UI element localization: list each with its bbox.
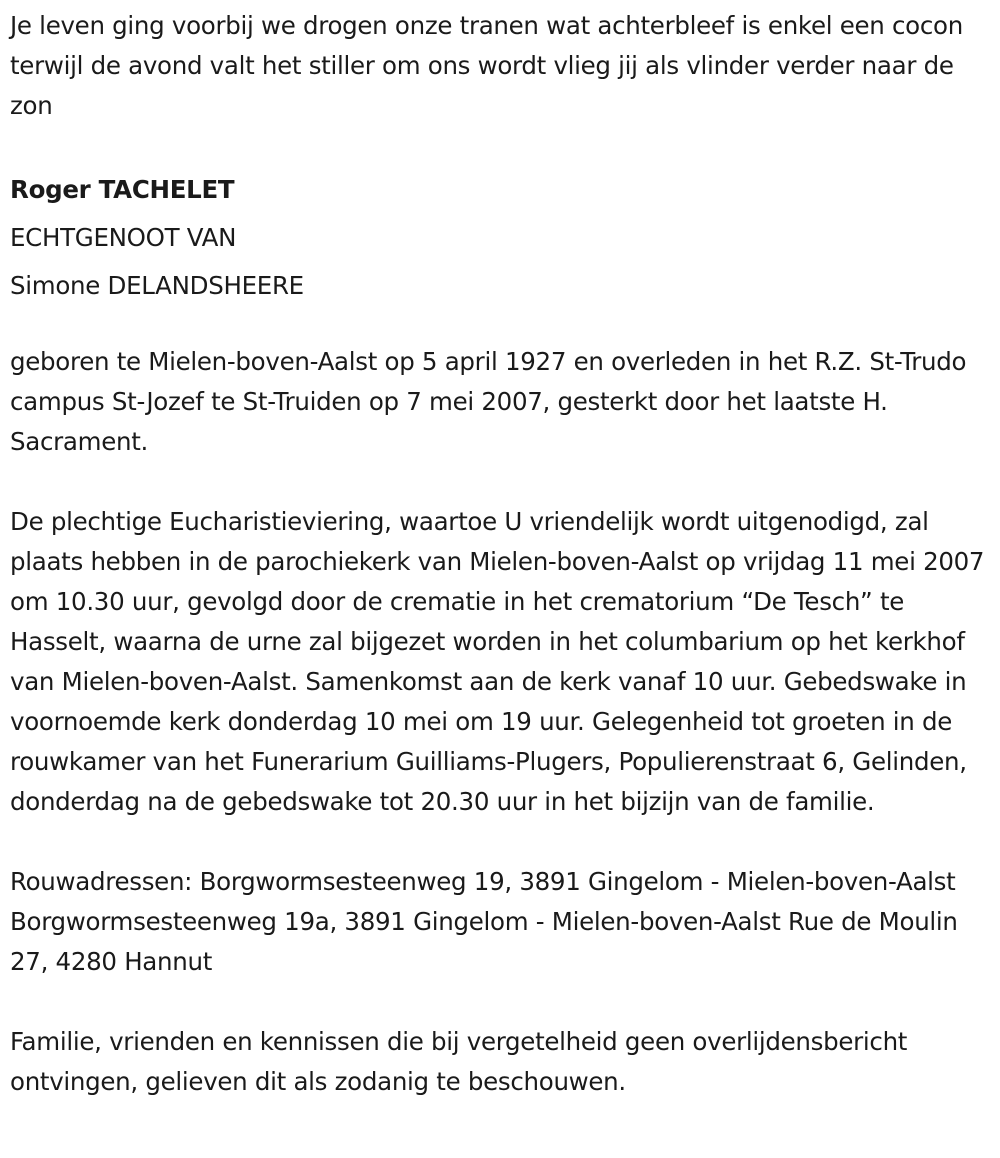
spacer [10,982,990,1022]
spouse-name: Simone DELANDSHEERE [10,271,304,300]
spacer [10,126,990,166]
deceased-name: Roger TACHELET [10,175,235,204]
spacer [10,462,990,502]
spacer [10,822,990,862]
relation-label: ECHTGENOOT VAN [10,223,237,252]
addresses-paragraph: Rouwadressen: Borgwormsesteenweg 19, 3891 Gingelom - Mielen-boven-Aalst Borgwormsesteenweg 19a, 3891 Gingelom - Mielen-boven-Aalst Rue de Moulin 27, 4280 Hannut [10,867,958,976]
closing-paragraph: Familie, vrienden en kennissen die bij vergetelheid geen overlijdensbericht ontvingen, gelieven dit als zodanig te beschouwen. [10,1027,908,1096]
ceremony-paragraph: De plechtige Eucharistieviering, waartoe U vriendelijk wordt uitgenodigd, zal plaats hebben in de parochiekerk van Mielen-boven-Aalst op vrijdag 11 mei 2007 om 10.30 uur, gevolgd door de crematie in het crematorium “De Tesch” te Hasselt, waarna de urne zal bijgezet worden in het columbarium op het kerkhof van Mielen-boven-Aalst. Samenkomst aan de kerk vanaf 10 uur. Gebedswake in voornoemde kerk donderdag 10 mei om 19 uur. Gelegenheid tot groeten in de rouwkamer van het Funerarium Guilliams-Plugers, Populierenstraat 6, Gelinden, donderdag na de gebedswake tot 20.30 uur in het bijzijn van de familie. [10,507,985,816]
spacer [10,310,990,342]
birth-death-paragraph: geboren te Mielen-boven-Aalst op 5 april 1927 en overleden in het R.Z. St-Trudo campus St-Jozef te St-Truiden op 7 mei 2007, gesterkt door het laatste H. Sacrament. [10,347,967,456]
poem-paragraph: Je leven ging voorbij we drogen onze tranen wat achterbleef is enkel een cocon terwijl de avond valt het stiller om ons wordt vlieg jij als vlinder verder naar de zon [10,11,963,120]
